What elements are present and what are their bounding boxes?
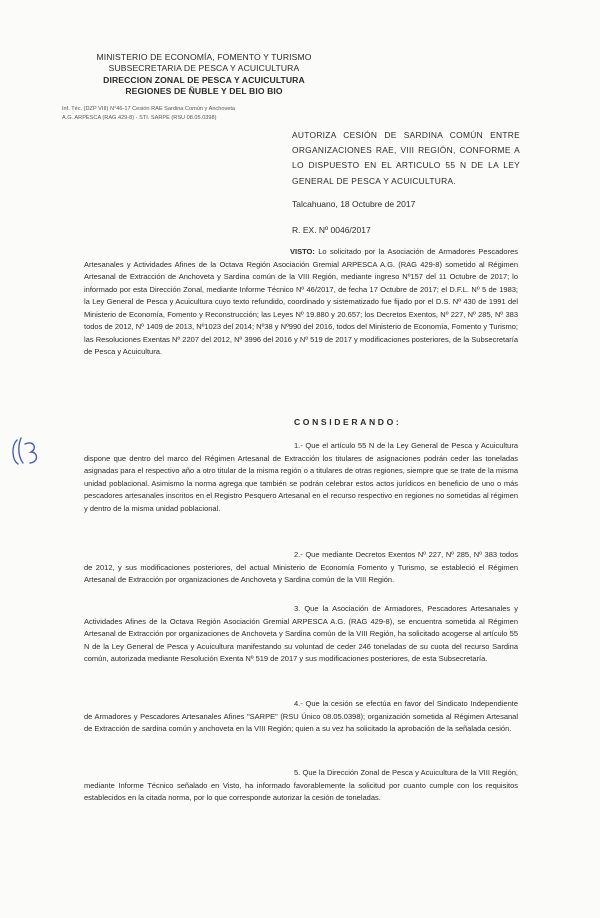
considerando-item-2: 2.- Que mediante Decretos Exentos Nº 227, Nº 285, Nº 383 todos de 2012, y sus modificaciones posteriores, del actual Ministerio de Economía Fomento y Turismo, se estableció el Régimen Artesanal de Extracción por organizaciones de Anchoveta y Sardina común de la VIII Región.	[84, 550, 518, 584]
authorization-summary: AUTORIZA CESIÓN DE SARDINA COMÚN ENTRE ORGANIZACIONES RAE, VIII REGIÓN, CONFORME A LO DISPUESTO EN EL ARTICULO 55 N DE LA LEY GENERAL DE PESCA Y ACUICULTURA.	[292, 130, 520, 186]
considerando-heading: CONSIDERANDO:	[294, 417, 402, 427]
visto-label: VISTO:	[290, 247, 315, 256]
considerando-item-1: 1.- Que el artículo 55 N de la Ley General de Pesca y Acuicultura dispone que dentro del marco del Régimen Artesanal de Extracción los titulares de asignaciones podrán ceder las toneladas asignadas para el respectivo año a otro titular de la misma región o a titulares de otras regiones, siempre que se trate de la misma unidad poblacional. Asimismo la norma agrega que también se podrán celebrar estos actos jurídicos en beneficio de uno o más pescadores artesanales inscritos en el Registro Pesquero Artesanal en el recurso respectivo en regiones no sometidas al régimen y dentro de la misma unidad poblacional.	[84, 441, 518, 513]
reference-line-2: A.G. ARPESCA (RAG 429-8) - STI. SARPE (RSU 08.05.0398)	[62, 114, 217, 121]
direccion-name: DIRECCION ZONAL DE PESCA Y ACUICULTURA	[103, 74, 305, 85]
letterhead	[84, 52, 324, 98]
reference-line-1: Inf. Téc. (DZP VIII) N°46-17 Cesión RAE Sardina Común y Anchoveta	[62, 106, 236, 112]
ministry-name: MINISTERIO DE ECONOMÍA, FOMENTO Y TURISMO	[96, 52, 312, 62]
visto-text: Lo solicitado por la Asociación de Armadores Pescadores Artesanales y Actividades Afines de la Octava Región Asociación Gremial ARPESCA A.G. (RAG 429-8) sometido al Régimen Artesanal de Extracción de Anchoveta y Sardina común de la VIII Región, mediante ingreso Nº157 del 11 Octubre de 2017; lo informado por esta Dirección Zonal, mediante Informe Técnico Nº 46/2017, de fecha 17 Octubre de 2017; el D.F.L. Nº 5 de 1983; la Ley General de Pesca y Acuicultura cuyo texto refundido, coordinado y sistematizado fue fijado por el D.S. Nº 430 de 1991 del Ministerio de Economía, Fomento y Reconstrucción; las Leyes Nº 19.880 y 20.657; los Decretos Exentos, Nº 227, Nº 285, Nº 383 todos de 2012, Nº 1409 de 2013, Nº1023 del 2014; Nº38 y Nº990 del 2016, todos del Ministerio de Economía, Fomento y Turismo; las Resoluciones Exentas Nº 2207 del 2012, Nº 3996 del 2016 y Nº 519 de 2017 y modificaciones posteriores, de la Subsecretaría de Pesca y Acuicultura.	[84, 247, 518, 356]
regiones-name: REGIONES DE ÑUBLE Y DEL BIO BIO	[125, 86, 283, 97]
reference-note	[62, 105, 322, 122]
considerando-item-5: 5. Que la Dirección Zonal de Pesca y Acuicultura de la VIII Región, mediante Informe Técnico señalado en Visto, ha informado favorablemente la solicitud por cuanto cumple con los requisitos establecidos en la citada norma, por lo que corresponde autorizar la cesión de toneladas.	[84, 768, 518, 802]
considerando-item-3: 3. Que la Asociación de Armadores, Pescadores Artesanales y Actividades Afines de la Octava Región Asociación Gremial ARPESCA A.G. (RAG 429-8), se encuentra sometida al Régimen Artesanal de Extracción por organizaciones de Anchoveta y Sardina común de la VIII Región, ha solicitado acogerse al artículo 55 N de la Ley General de Pesca y Acuicultura manifestando su voluntad de ceder 246 toneladas de su cuota del recurso Sardina común, autorizada mediante Resolución Exenta Nº 519 de 2017 y sus modificaciones posteriores, de esta Subsecretaría.	[84, 604, 518, 663]
considerando-item-4: 4.- Que la cesión se efectúa en favor del Sindicato Independiente de Armadores y Pescadores Artesanales Afines "SARPE" (RSU Único 08.05.0398); organización sometida al Régimen Artesanal de Extracción de sardina común y anchoveta en la VIII Región; quien a su vez ha solicitado la aprobación de la señalada cesión.	[84, 699, 518, 733]
subsecretaria-name: SUBSECRETARIA DE PESCA Y ACUICULTURA	[108, 63, 300, 74]
resolution-number: R. EX. Nº 0046/2017	[292, 225, 371, 235]
resolution-date: Talcahuano, 18 Octubre de 2017	[292, 199, 416, 209]
handwritten-initial-mark	[8, 430, 44, 470]
visto-paragraph	[84, 246, 518, 359]
